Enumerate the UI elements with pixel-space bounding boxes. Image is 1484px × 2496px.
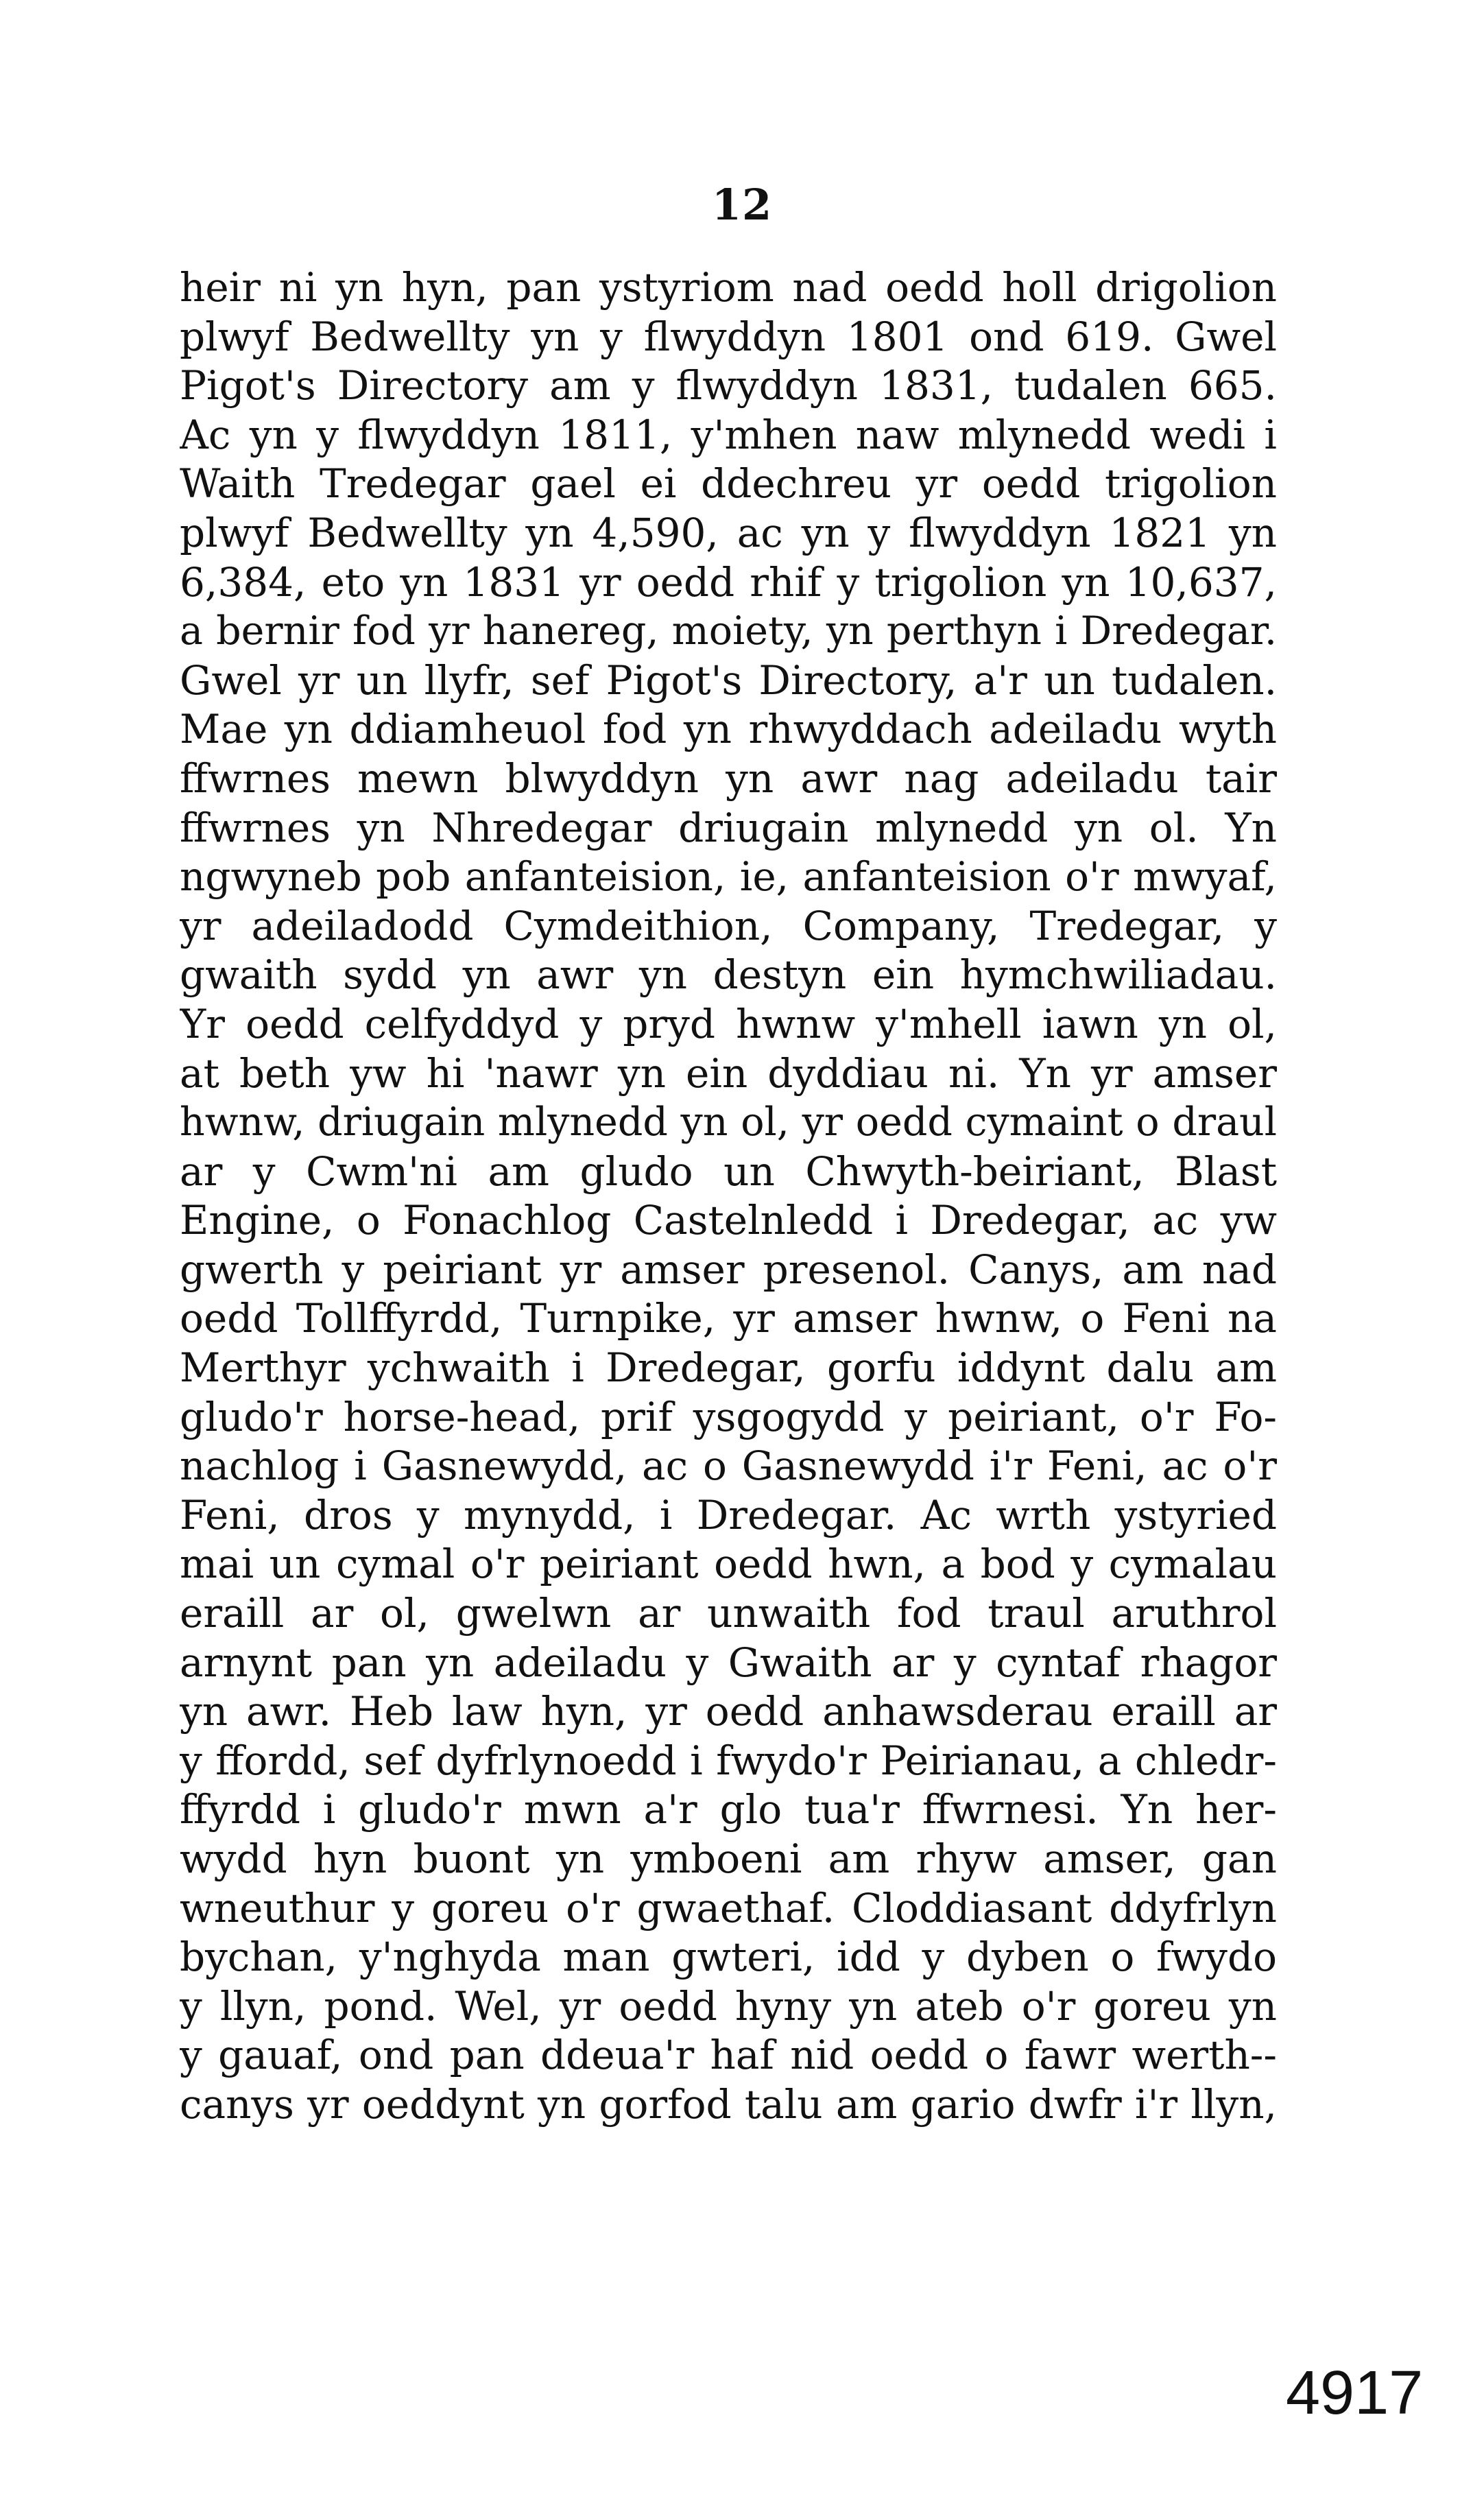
page-number: 12 bbox=[711, 180, 773, 230]
text-line: nachlog i Gasnewydd, ac o Gasnewydd i'r Feni, ac o'r bbox=[180, 1442, 1277, 1490]
text-line: Feni, dros y mynydd, i Dredegar. Ac wrth ystyried bbox=[180, 1491, 1277, 1538]
text-line: mai un cymal o'r peiriant oedd hwn, a bod y cymalau bbox=[180, 1541, 1277, 1588]
text-line: Mae yn ddiamheuol fod yn rhwyddach adeiladu wyth bbox=[180, 706, 1277, 753]
text-line: plwyf Bedwellty yn y flwyddyn 1801 ond 619. Gwel bbox=[180, 313, 1277, 360]
catalog-number: 4917 bbox=[1286, 2359, 1424, 2427]
text-line: Pigot's Directory am y flwyddyn 1831, tudalen 665. bbox=[180, 362, 1277, 409]
text-line: wydd hyn buont yn ymboeni am rhyw amser, gan bbox=[180, 1835, 1277, 1882]
text-line: Ac yn y flwyddyn 1811, y'mhen naw mlynedd wedi i bbox=[180, 411, 1277, 458]
text-line: plwyf Bedwellty yn 4,590, ac yn y flwyddyn 1821 yn bbox=[180, 509, 1277, 556]
text-line: Gwel yr un llyfr, sef Pigot's Directory, a'r un tudalen. bbox=[180, 656, 1277, 704]
text-line: hwnw, driugain mlynedd yn ol, yr oedd cymaint o draul bbox=[180, 1100, 1277, 1145]
text-line: y llyn, pond. Wel, yr oedd hyny yn ateb o'r goreu yn bbox=[180, 1982, 1277, 2030]
text-line: ffyrdd i gludo'r mwn a'r glo tua'r ffwrnesi. Yn her- bbox=[180, 1786, 1277, 1833]
text-line: yr adeiladodd Cymdeithion, Company, Tredegar, y bbox=[180, 902, 1277, 949]
text-line: a bernir fod yr hanereg, moiety, yn perthyn i Dredegar. bbox=[180, 608, 1277, 654]
text-line: y gauaf, ond pan ddeua'r haf nid oedd o fawr werth-- bbox=[180, 2032, 1277, 2079]
text-line: ffwrnes yn Nhredegar driugain mlynedd yn ol. Yn bbox=[180, 804, 1277, 851]
text-line: ngwyneb pob anfanteision, ie, anfanteision o'r mwyaf, bbox=[180, 853, 1277, 901]
text-line: yn awr. Heb law hyn, yr oedd anhawsderau eraill ar bbox=[180, 1688, 1277, 1735]
text-line: gludo'r horse-head, prif ysgogydd y peiriant, o'r Fo- bbox=[180, 1393, 1277, 1440]
text-line: 6,384, eto yn 1831 yr oedd rhif y trigolion yn 10,637, bbox=[180, 558, 1277, 606]
text-line: Engine, o Fonachlog Castelnledd i Dredegar, ac yw bbox=[180, 1197, 1277, 1244]
text-line: eraill ar ol, gwelwn ar unwaith fod traul aruthrol bbox=[180, 1590, 1277, 1637]
text-line: bychan, y'nghyda man gwteri, idd y dyben o fwydo bbox=[180, 1934, 1277, 1981]
text-line: gwaith sydd yn awr yn destyn ein hymchwiliadau. bbox=[180, 951, 1277, 999]
text-line: y ffordd, sef dyfrlynoedd i fwydo'r Peirianau, a chledr- bbox=[180, 1737, 1277, 1784]
text-line: Waith Tredegar gael ei ddechreu yr oedd trigolion bbox=[180, 460, 1277, 508]
text-line: Merthyr ychwaith i Dredegar, gorfu iddynt dalu am bbox=[180, 1344, 1277, 1392]
body-text bbox=[180, 263, 1277, 2130]
text-line: heir ni yn hyn, pan ystyriom nad oedd holl drigolion bbox=[180, 264, 1277, 311]
text-line: at beth yw hi 'nawr yn ein dyddiau ni. Yn yr amser bbox=[180, 1049, 1277, 1097]
text-line: wneuthur y goreu o'r gwaethaf. Cloddiasant ddyfrlyn bbox=[180, 1884, 1277, 1932]
text-line: gwerth y peiriant yr amser presenol. Canys, am nad bbox=[180, 1246, 1277, 1293]
text-line: arnynt pan yn adeiladu y Gwaith ar y cyntaf rhagor bbox=[180, 1639, 1277, 1686]
text-line: ar y Cwm'ni am gludo un Chwyth-beiriant, Blast bbox=[180, 1148, 1277, 1195]
text-line: ffwrnes mewn blwyddyn yn awr nag adeiladu tair bbox=[180, 754, 1277, 802]
text-line: oedd Tollffyrdd, Turnpike, yr amser hwnw, o Feni na bbox=[180, 1295, 1277, 1342]
text-line: Yr oedd celfyddyd y pryd hwnw y'mhell iawn yn ol, bbox=[180, 1000, 1277, 1047]
text-line: canys yr oeddynt yn gorfod talu am gario dwfr i'r llyn, bbox=[180, 2080, 1277, 2128]
